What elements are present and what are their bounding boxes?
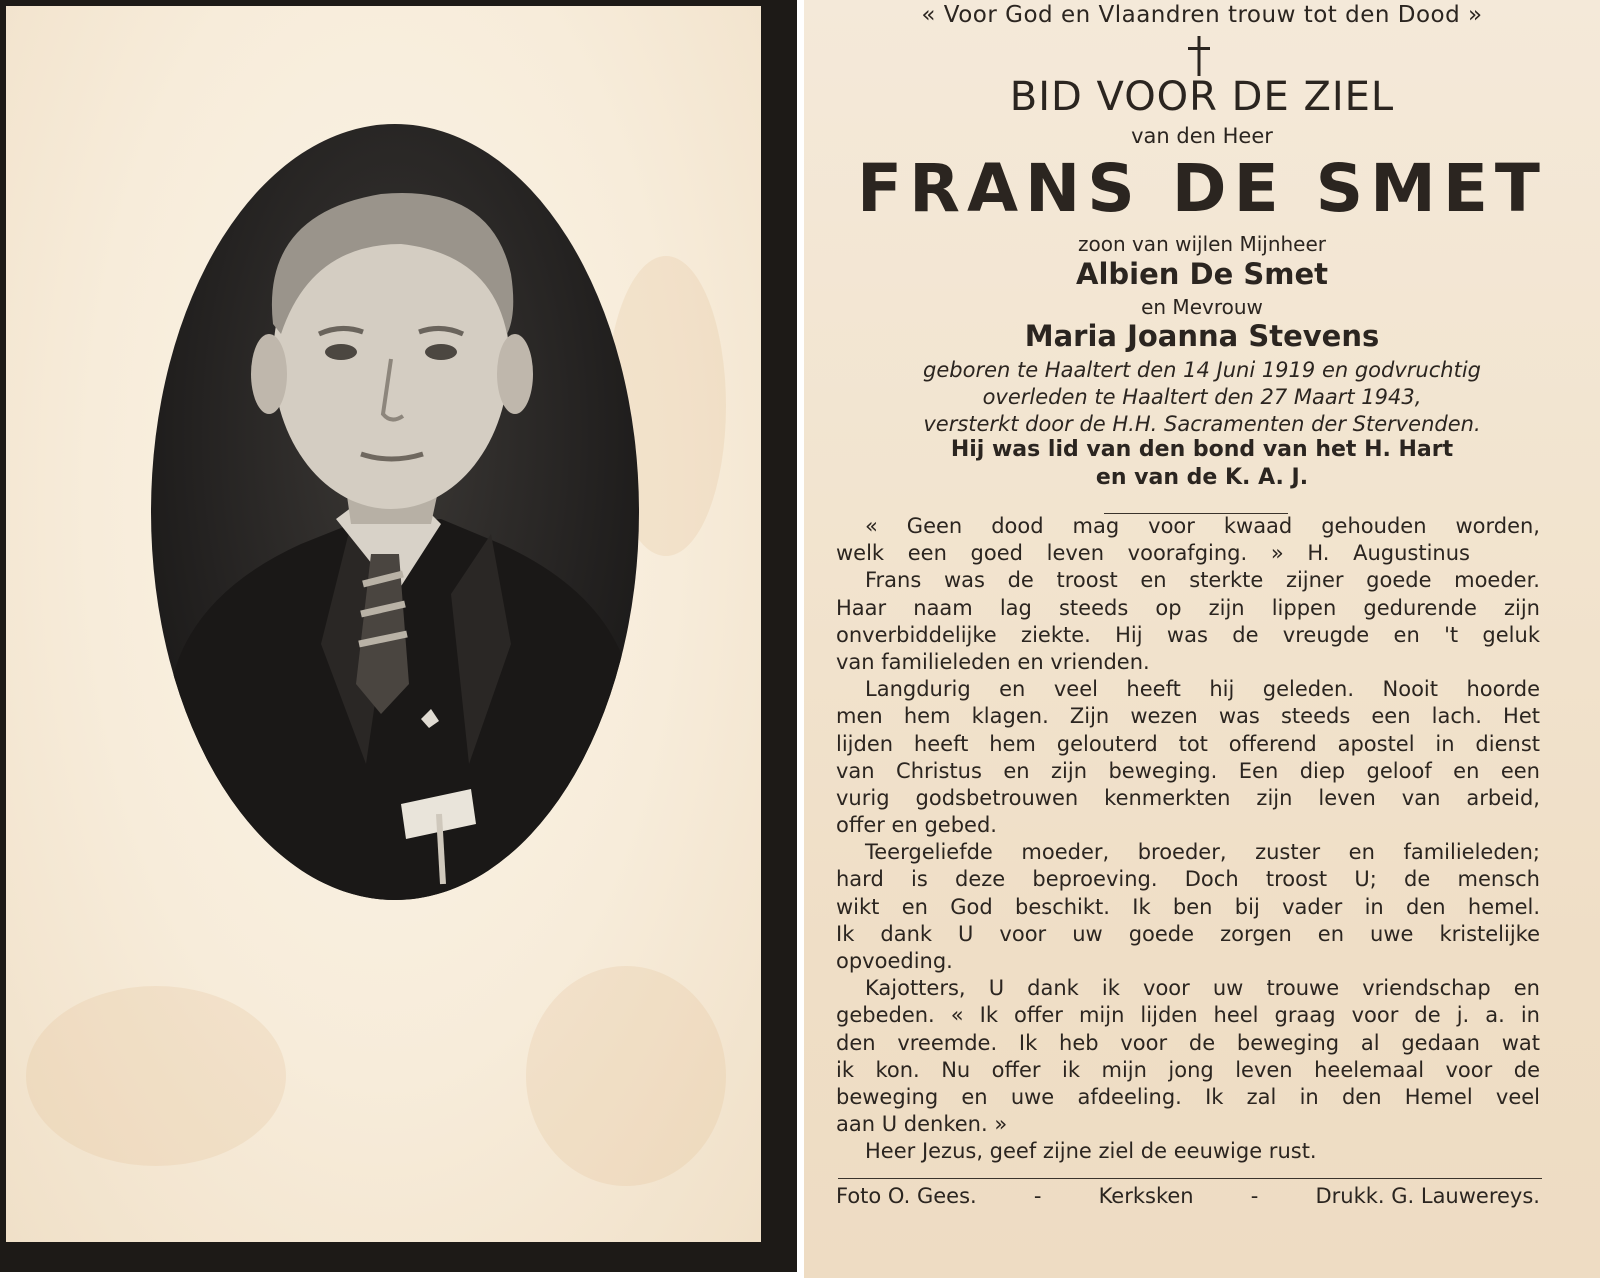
paragraph-line: Langdurig en veel heeft hij geleden. Nooit hoorde [865, 677, 1540, 702]
paragraph-line: Kajotters, U dank ik voor uw trouwe vriendschap en [865, 976, 1540, 1001]
and-mrs-label: en Mevrouw [1141, 295, 1263, 319]
paragraph-line: van familieleden en vrienden. [836, 649, 1150, 674]
pray-heading: BID VOOR DE ZIEL [1009, 74, 1395, 120]
death-line: overleden te Haaltert den 27 Maart 1943, [982, 385, 1422, 409]
paragraph-line: offer en gebed. [836, 813, 997, 838]
credits-footer [836, 1184, 1540, 1208]
birth-line: geboren te Haaltert den 14 Juni 1919 en godvruchtig [923, 358, 1481, 382]
portrait-figure [151, 124, 639, 900]
motto: « Voor God en Vlaandren trouw tot den Dood » [921, 2, 1483, 28]
photographer-credit: Foto O. Gees. [836, 1184, 977, 1208]
title-prefix: van den Heer [1131, 124, 1273, 148]
membership [804, 436, 1600, 492]
footer-divider [838, 1178, 1542, 1179]
footer-separator: - [1250, 1184, 1259, 1208]
printer-credit: Drukk. G. Lauwereys. [1315, 1184, 1540, 1208]
place-credit: Kerksken [1098, 1184, 1194, 1208]
quote-line: « Geen dood mag voor kwaad gehouden worden, [865, 514, 1540, 538]
memorial-text-card [804, 0, 1600, 1278]
paragraph-line: onverbiddelijke ziekte. Hij was de vreugde en 't geluk [836, 622, 1540, 647]
portrait-card [0, 0, 797, 1272]
portrait-card-paper [6, 6, 761, 1242]
son-of-label: zoon van wijlen Mijnheer [1077, 232, 1327, 256]
paragraph-line: Frans was de troost en sterkte zijner goede moeder. [865, 568, 1540, 593]
paragraph-line: wikt en God beschikt. Ik ben bij vader in den hemel. [836, 894, 1540, 919]
footer-separator: - [1033, 1184, 1042, 1208]
sacraments-line: versterkt door de H.H. Sacramenten der Stervenden. [923, 412, 1481, 436]
paragraph-line: lijden heeft hem gelouterd tot offerend apostel in dienst [836, 731, 1540, 756]
paragraph-line: gebeden. « Ik offer mijn lijden heel graag voor de j. a. in [836, 1003, 1540, 1028]
quote-line: welk een goed leven voorafging. » [836, 541, 1284, 566]
paper-stain [526, 966, 726, 1186]
life-dates [804, 357, 1600, 438]
mother-name: Maria Joanna Stevens [1024, 319, 1380, 353]
quote-author: H. Augustinus [1307, 541, 1470, 566]
paragraph-line: vurig godsbetrouwen kenmerkten zijn leven van arbeid, [836, 785, 1540, 810]
quote-line-with-author [836, 540, 1540, 567]
paper-stain [26, 986, 286, 1166]
paragraph-line: Teergeliefde moeder, broeder, zuster en familieleden; [865, 840, 1540, 865]
paragraph-line: Ik dank U voor uw goede zorgen en uwe kristelijke [836, 921, 1540, 946]
paragraph-line: ik kon. Nu offer ik mijn jong leven heelemaal voor de [836, 1057, 1540, 1082]
paragraph-line: Haar naam lag steeds op zijn lippen gedurende zijn [836, 595, 1540, 620]
paragraph-line: den vreemde. Ik heb voor de beweging al gedaan wat [836, 1030, 1540, 1055]
paragraph-line: hard is deze beproeving. Doch troost U; de mensch [836, 867, 1540, 892]
membership-line: Hij was lid van den bond van het H. Hart [950, 437, 1454, 462]
closing-prayer: Heer Jezus, geef zijne ziel de eeuwige rust. [865, 1139, 1317, 1164]
paragraph-line: aan U denken. » [836, 1112, 1008, 1137]
paragraph-line: van Christus en zijn beweging. Een diep geloof en een [836, 758, 1540, 783]
eulogy-text [836, 513, 1540, 1166]
father-name: Albien De Smet [1076, 257, 1328, 291]
paragraph-line: men hem klagen. Zijn wezen was steeds een lach. Het [836, 704, 1540, 729]
membership-line: en van de K. A. J. [1095, 465, 1309, 490]
paragraph-line: beweging en uwe afdeeling. Ik zal in den Hemel veel [836, 1084, 1540, 1109]
paragraph-line: opvoeding. [836, 949, 953, 973]
deceased-name: FRANS DE SMET [857, 150, 1547, 227]
latin-cross-icon [1188, 36, 1210, 76]
oval-portrait-photo [151, 124, 639, 900]
